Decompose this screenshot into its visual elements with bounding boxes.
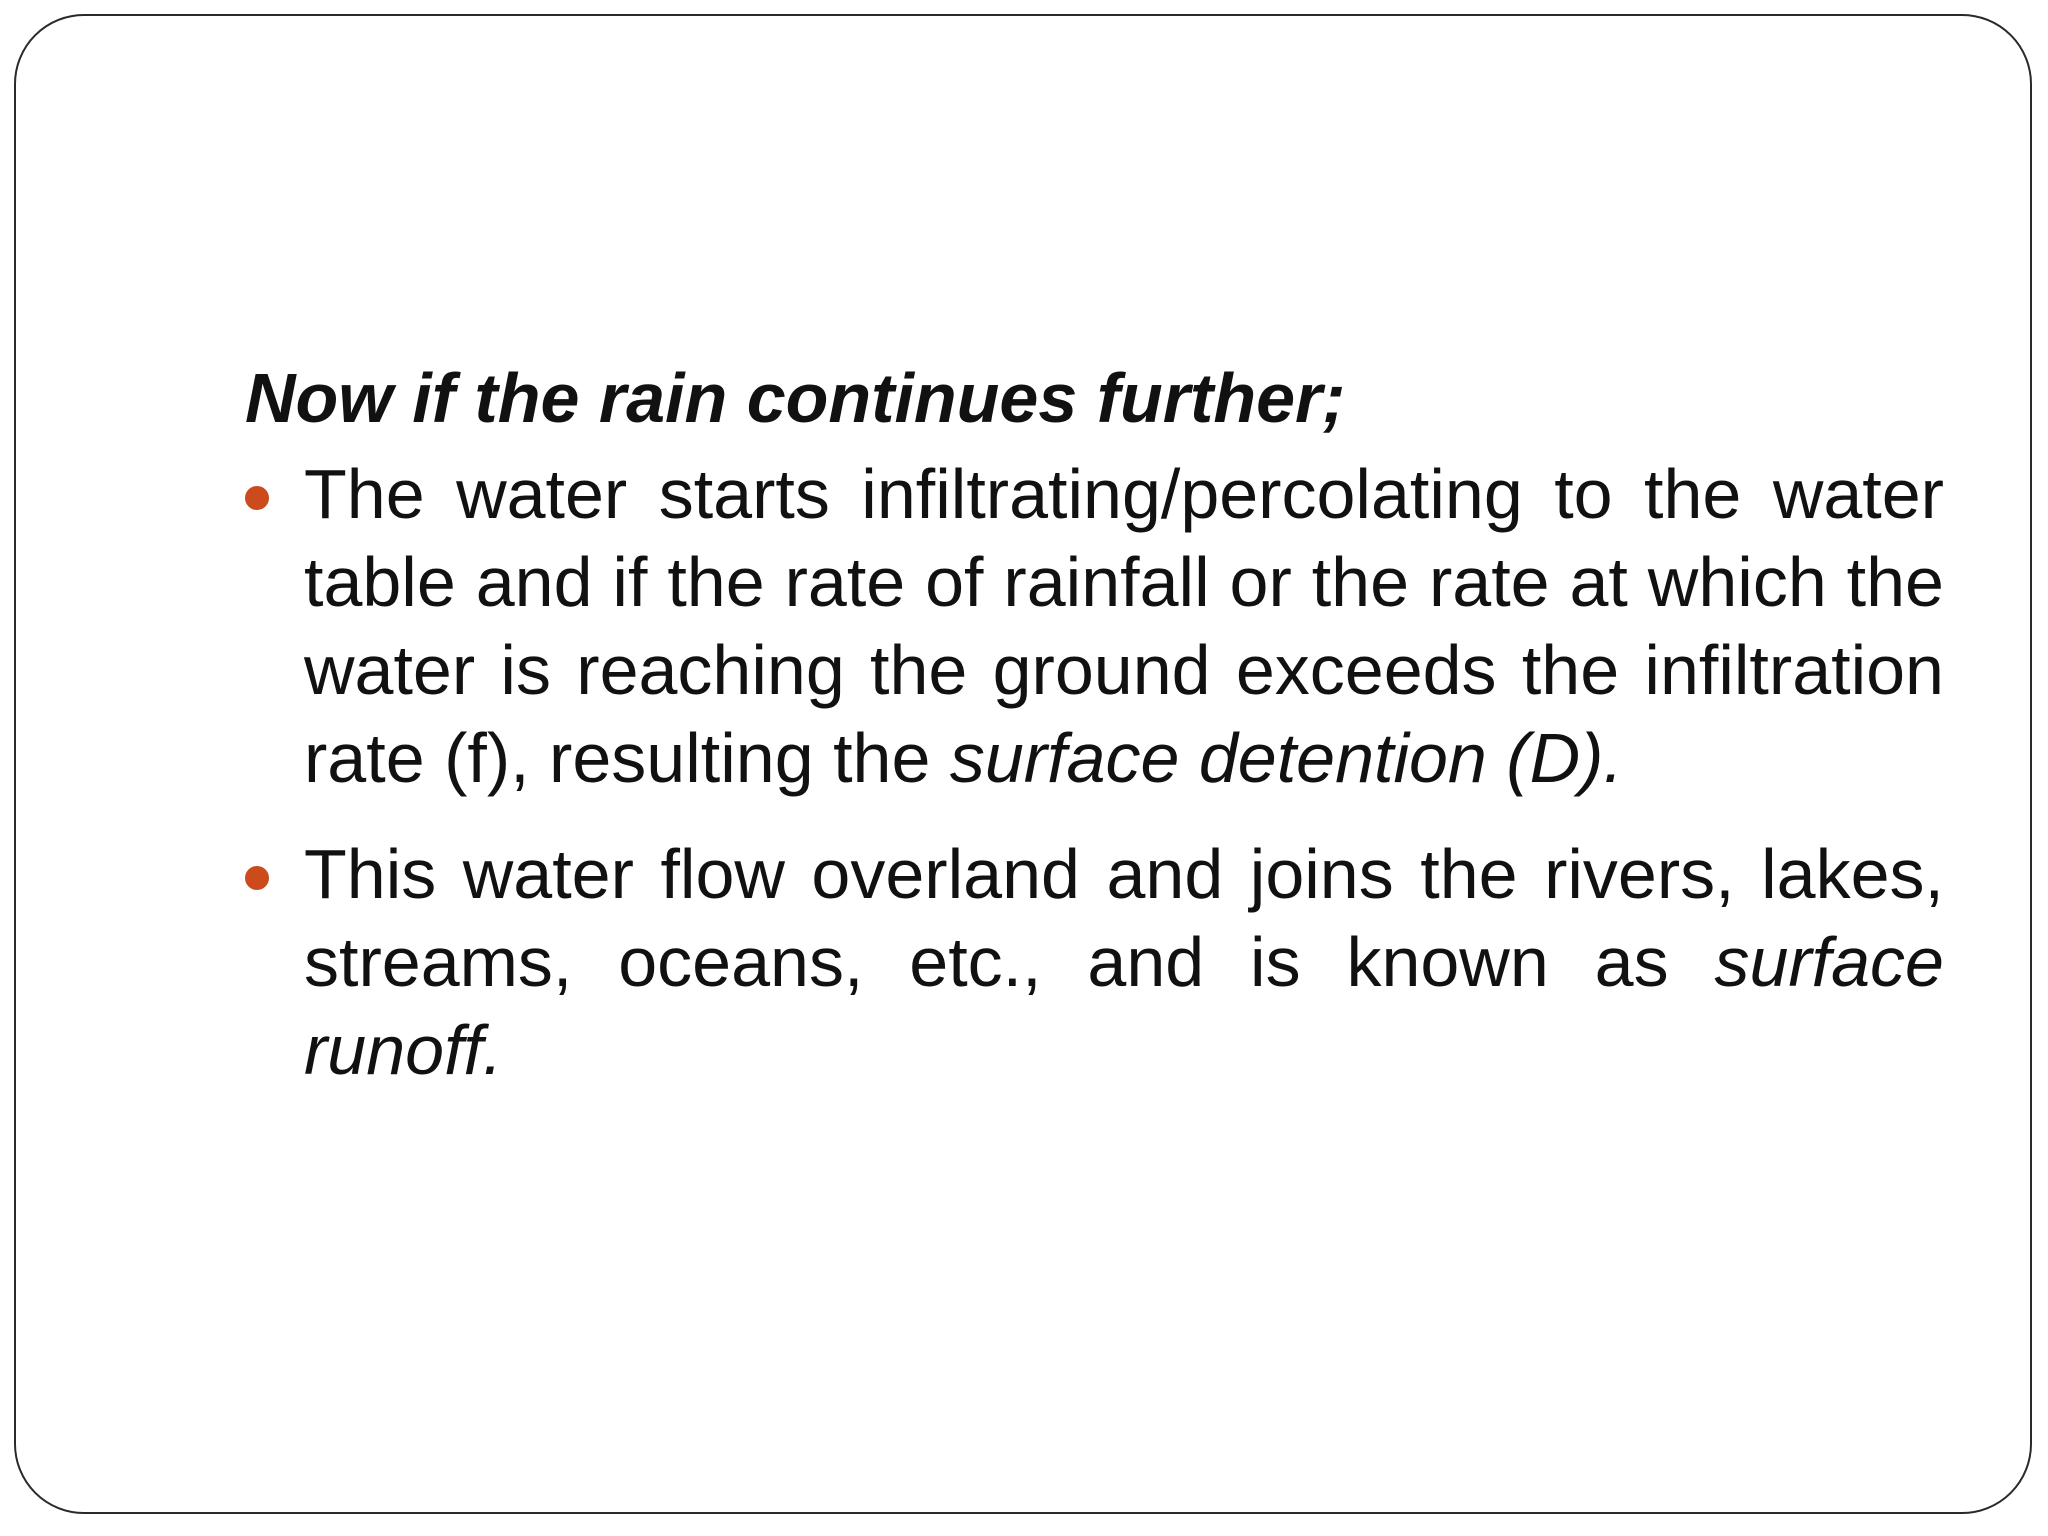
bullet-text <box>304 830 1944 1094</box>
bullet-text <box>304 450 1944 802</box>
bullet-emphasis: surface detention (D). <box>949 719 1623 797</box>
bullet-item <box>245 450 1945 802</box>
bullet-body: This water flow overland and joins the rivers, lakes, streams, oceans, etc., and is known as <box>304 835 1944 1001</box>
slide-content <box>245 350 1945 1122</box>
slide-heading: Now if the rain continues further; <box>245 359 1346 437</box>
bullet-body: The water starts infiltrating/percolating to the water table and if the rate of rainfall or the rate at which the water is reaching the ground exceeds the infiltration rate (f), resulting the <box>304 455 1944 797</box>
bullet-item <box>245 830 1945 1094</box>
bullet-dot-icon <box>245 866 269 890</box>
bullet-dot-icon <box>245 486 269 510</box>
bullet-emphasis: surface runoff. <box>304 923 1944 1089</box>
slide-frame <box>14 14 2032 1514</box>
